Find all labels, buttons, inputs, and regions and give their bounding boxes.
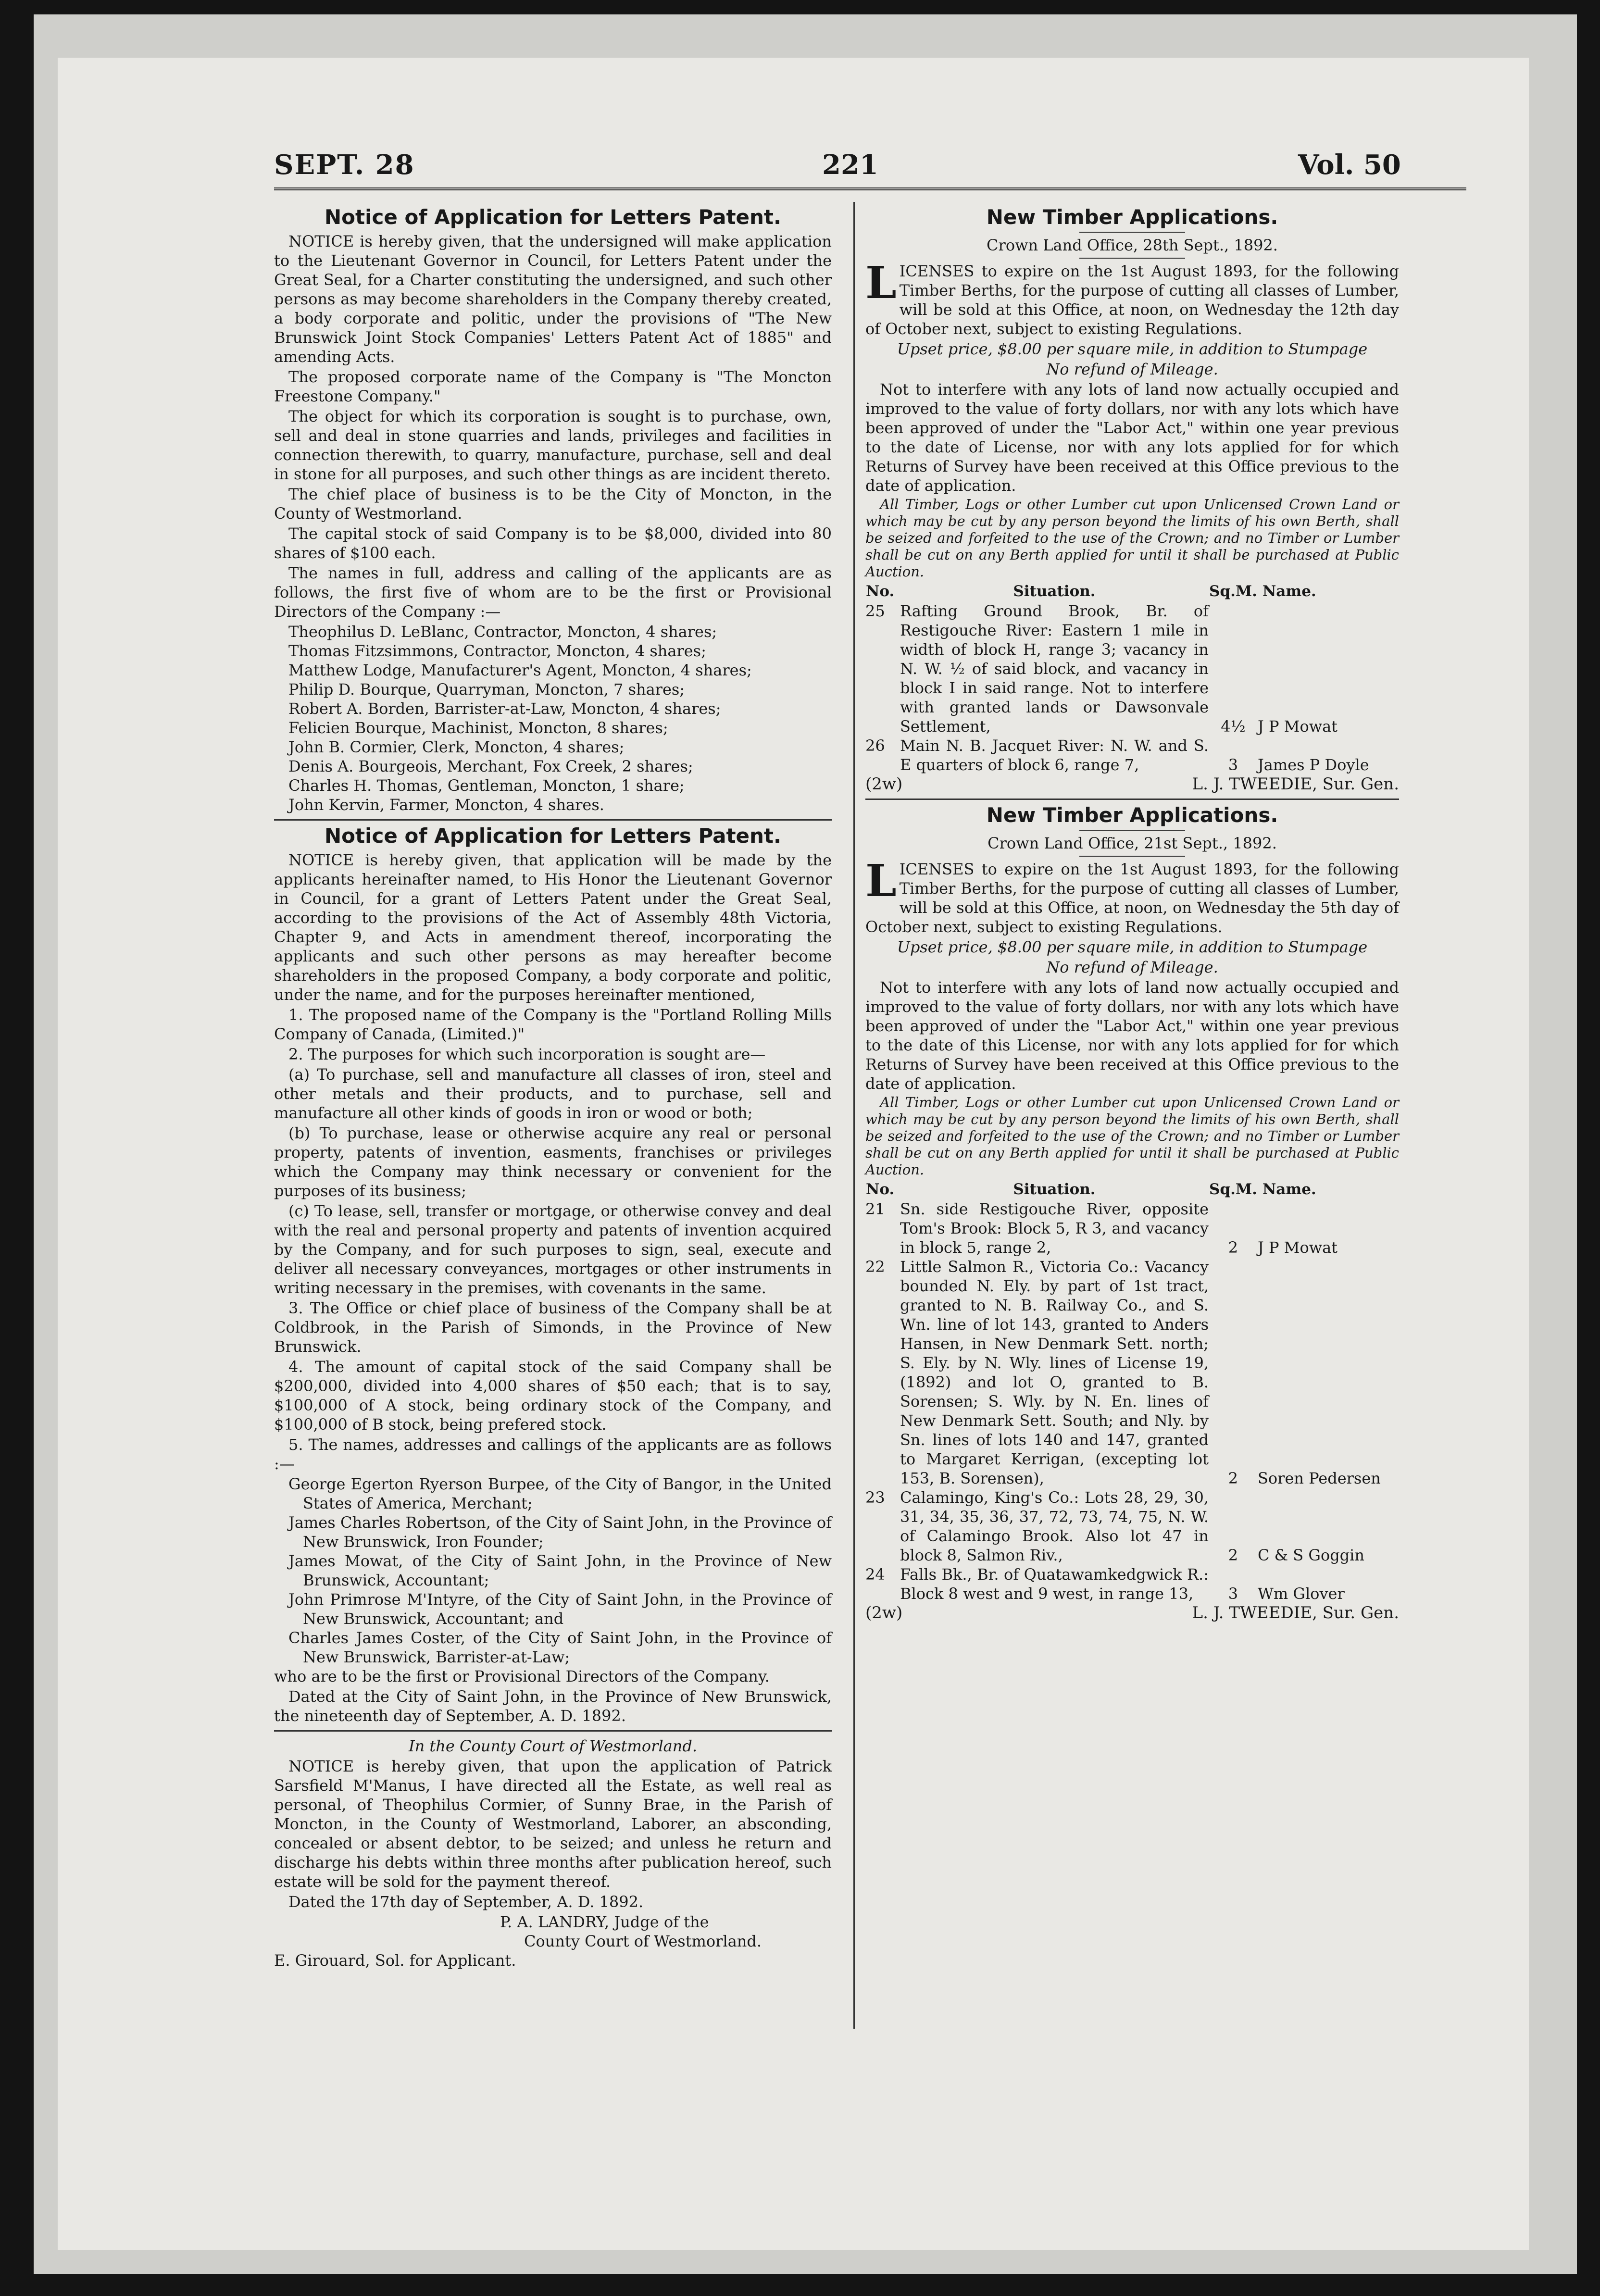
row-no: 24 xyxy=(865,1565,885,1584)
row-situation: Sn. side Restigouche River, opposite Tom's Brook: Block 5, R 3, and vacancy in block 5, range 2, xyxy=(900,1200,1209,1257)
timber-ad-1-table xyxy=(865,581,1399,774)
notice-2-paragraph: 2. The purposes for which such incorporation is sought are— xyxy=(288,1045,766,1063)
header-rule xyxy=(274,187,1466,190)
notice-2-paragraph: 5. The names, addresses and callings of the applicants are as follows :— xyxy=(274,1435,832,1473)
section-rule xyxy=(274,819,832,821)
timber-ad-1-price: Upset price, $8.00 per square mile, in addition to Stumpage xyxy=(897,340,1368,358)
header-page-number: 221 xyxy=(822,149,878,181)
table-row xyxy=(865,601,1399,736)
row-situation: Falls Bk., Br. of Quatawamkedgwick R.: Block 8 west and 9 west, in range 13, xyxy=(900,1565,1209,1603)
notice-2-paragraph: (c) To lease, sell, transfer or mortgage, or otherwise convey and deal with the real and personal property and patents of invention acquired by the Company, and for such purposes to sign, seal, execute and deliver all necessary conveyances, mortgages or other instruments in writing necessary in the premises, with covenants in the same. xyxy=(274,1202,832,1297)
timber-ad-1-office: Crown Land Office, 28th Sept., 1892. xyxy=(987,236,1278,254)
left-column xyxy=(274,202,832,1970)
row-sqm: 2 xyxy=(1228,1238,1238,1257)
row-situation: Calamingo, King's Co.: Lots 28, 29, 30, 31, 34, 35, 36, 37, 72, 73, 74, 75, N. W. of Calamingo Brook. Also lot 47 in block 8, Salmon Riv., xyxy=(900,1488,1209,1564)
notice-2-title: Notice of Application for Letters Patent. xyxy=(325,824,781,848)
timber-ad-1-warning: All Timber, Logs or other Lumber cut upon Unlicensed Crown Land or which may be cut by any person beyond the limits of his own Berth, shall be seized and forfeited to the use of the Crown; and no Timber or Lumber shall be cut on any Berth applied for until it shall be purchased at Public Auction. xyxy=(865,496,1399,580)
notice-2-applicant-list xyxy=(274,1474,832,1667)
timber-ad-2-table xyxy=(865,1179,1399,1603)
row-sqm: 4½ xyxy=(1221,717,1246,736)
timber-ad-2-warning: All Timber, Logs or other Lumber cut upon Unlicensed Crown Land or which may be cut by any person beyond the limits of his own Berth, shall be seized and forfeited to the use of the Crown; and no Timber or Lumber shall be cut on any Berth applied for until it shall be purchased at Public Auction. xyxy=(865,1094,1399,1178)
notice-2-paragraph: who are to be the first or Provisional Directors of the Company. xyxy=(274,1667,770,1685)
row-sqm: 2 xyxy=(1228,1469,1238,1487)
applicant-item: Denis A. Bourgeois, Merchant, Fox Creek, 2 shares; xyxy=(288,757,693,775)
row-no: 23 xyxy=(865,1488,885,1507)
section-rule xyxy=(274,1730,832,1732)
row-situation: Little Salmon R., Victoria Co.: Vacancy bounded N. Ely. by part of 1st tract, granted to N. B. Railway Co., and S. Wn. line of lot 143, granted to Anders Hansen, in New Denmark Sett. north; S. Ely. by N. Wly. lines of License 19, (1892) and lot O, granted to B. Sorensen; S. Wly. by N. En. lines of New Denmark Sett. South; and Nly. by Sn. lines of lots 140 and 147, granted to Margaret Kerrigan, (excepting lot 153, B. Sorensen), xyxy=(900,1258,1209,1487)
col-situation: Situation. xyxy=(1013,1181,1096,1198)
notice-1-paragraph: The chief place of business is to be the City of Moncton, in the County of Westmorland. xyxy=(274,485,832,523)
applicant-item: Charles James Coster, of the City of Saint John, in the Province of New Brunswick, Barrister-at-Law; xyxy=(288,1629,832,1666)
notice-1-paragraph: The object for which its corporation is sought is to purchase, own, sell and deal in stone quarries and lands, privileges and facilities in connection therewith, to quarry, manufacture, purchase, sell and deal in stone for all purposes, and such other things as are incident thereto. xyxy=(274,407,832,483)
applicant-item: Theophilus D. LeBlanc, Contractor, Moncton, 4 shares; xyxy=(288,623,717,641)
row-no: 26 xyxy=(865,736,885,755)
applicant-item: Philip D. Bourque, Quarryman, Moncton, 7 shares; xyxy=(288,680,685,699)
table-header xyxy=(865,1179,1399,1199)
applicant-item: John Kervin, Farmer, Moncton, 4 shares. xyxy=(288,796,604,814)
applicant-item: James Charles Robertson, of the City of Saint John, in the Province of New Brunswick, Iron Founder; xyxy=(288,1513,832,1551)
right-column xyxy=(865,202,1399,1622)
drop-cap: L xyxy=(865,257,897,309)
notice-3-solicitor: E. Girouard, Sol. for Applicant. xyxy=(274,1951,516,1970)
notice-2-paragraph: (a) To purchase, sell and manufacture all classes of iron, steel and other metals and their products, and to purchase, sell and manufacture all other kinds of goods in iron or wood or both; xyxy=(274,1065,832,1122)
timber-ad-2-office: Crown Land Office, 21st Sept., 1892. xyxy=(988,834,1277,852)
col-no: No. xyxy=(866,1181,895,1198)
table-row xyxy=(865,736,1399,774)
header-date: SEPT. 28 xyxy=(274,149,415,181)
applicant-item: Felicien Bourque, Machinist, Moncton, 8 shares; xyxy=(288,719,668,737)
notice-3-signature: P. A. LANDRY, Judge of the xyxy=(500,1913,709,1931)
notice-1-paragraph: The proposed corporate name of the Company is "The Moncton Freestone Company." xyxy=(274,368,832,405)
timber-ad-2-paragraph: Not to interfere with any lots of land now actually occupied and improved to the value of forty dollars, nor with any lots which have been approved of under the "Labor Act," within one year previous to the date of this License, nor with any lots applied for for which Returns of Survey have been received at this Office previous to the date of application. xyxy=(865,978,1399,1093)
col-sqm: Sq.M. xyxy=(1209,1181,1257,1198)
applicant-item: Charles H. Thomas, Gentleman, Moncton, 1 share; xyxy=(288,776,685,795)
applicant-item: Matthew Lodge, Manufacturer's Agent, Moncton, 4 shares; xyxy=(288,661,752,679)
table-row xyxy=(865,1257,1399,1488)
row-name: Wm Glover xyxy=(1257,1585,1345,1603)
notice-2-paragraph: (b) To purchase, lease or otherwise acquire any real or personal property, patents of invention, easments, franchises or privileges which the Company may think necessary or convenient for the purposes of its business; xyxy=(274,1124,832,1200)
notice-1-paragraph: The names in full, address and calling of the applicants are as follows, the first five of whom are to be the first or Provisional Directors of the Company :— xyxy=(274,564,832,621)
col-sqm: Sq.M. xyxy=(1209,583,1257,600)
section-rule xyxy=(865,799,1399,800)
notice-1-paragraph: The capital stock of said Company is to be $8,000, divided into 80 shares of $100 each. xyxy=(274,524,832,562)
notice-2-paragraph: 3. The Office or chief place of business of the Company shall be at Coldbrook, in the Parish of Simonds, in the Province of New Brunswick. xyxy=(274,1299,832,1356)
row-no: 21 xyxy=(865,1200,885,1218)
row-name: James P Doyle xyxy=(1257,756,1369,774)
timber-ad-2-signature-line xyxy=(865,1603,1399,1622)
notice-2-paragraph: NOTICE is hereby given, that application will be made by the applicants hereinafter named, to His Honor the Lieutenant Governor in Council, for a grant of Letters Patent under the Great Seal, according to the provisions of the Act of Assembly 48th Victoria, Chapter 9, and Acts in amendment thereof, incorporating the applicants and such other persons as may hereafter become shareholders in the proposed Company, a body corporate and politic, under the name, and for the purposes hereinafter mentioned, xyxy=(274,851,832,1004)
row-sqm: 3 xyxy=(1228,1585,1238,1603)
col-no: No. xyxy=(866,583,895,600)
timber-ad-1-signature-line xyxy=(865,774,1399,794)
notice-1-applicant-list xyxy=(274,622,832,814)
row-name: J P Mowat xyxy=(1257,717,1338,736)
applicant-item: John Primrose M'Intyre, of the City of Saint John, in the Province of New Brunswick, Accountant; and xyxy=(288,1590,832,1628)
notice-3-heading: In the County Court of Westmorland. xyxy=(408,1737,698,1755)
table-header xyxy=(865,581,1399,601)
row-sqm: 2 xyxy=(1228,1546,1238,1564)
timber-ad-1-paragraph: Not to interfere with any lots of land now actually occupied and improved to the value of forty dollars, nor with any lots which have been approved of under the "Labor Act," within one year previous to the date of License, nor with any lots applied for for which Returns of Survey have been received at this Office previous to the date of application. xyxy=(865,380,1399,495)
notice-3-paragraph: NOTICE is hereby given, that upon the application of Patrick Sarsfield M'Manus, I have directed all the Estate, as well real as personal, of Theophilus Cormier, of Sunny Brae, in the Parish of Moncton, in the County of Westmorland, Laborer, an absconding, concealed or absent debtor, to be seized; and unless he return and discharge his debts within three months after publication hereof, such estate will be sold for the payment thereof. xyxy=(274,1757,832,1891)
notice-3-dated: Dated the 17th day of September, A. D. 1892. xyxy=(288,1893,644,1911)
table-row xyxy=(865,1199,1399,1257)
column-divider xyxy=(853,202,855,2029)
row-situation: Rafting Ground Brook, Br. of Restigouche River: Eastern 1 mile in width of block H, range 3; vacancy in N. W. ½ of said block, and vacancy in block I in said range. Not to interfere with granted lands or Dawsonvale Settlement, xyxy=(900,602,1209,736)
row-sqm: 3 xyxy=(1228,756,1238,774)
row-name: Soren Pedersen xyxy=(1257,1469,1381,1487)
table-row xyxy=(865,1488,1399,1565)
col-situation: Situation. xyxy=(1013,583,1096,600)
applicant-item: Robert A. Borden, Barrister-at-Law, Moncton, 4 shares; xyxy=(288,699,721,718)
row-no: 22 xyxy=(865,1258,885,1276)
timber-ad-2-mileage: No refund of Mileage. xyxy=(1046,958,1218,976)
header-volume: Vol. 50 xyxy=(1298,149,1401,181)
timber-ad-2-paragraph: ICENSES to expire on the 1st August 1893, for the following Timber Berths, for the purpose of cutting all classes of Lumber, will be sold at this Office, at noon, on Wednesday the 5th day of October next, subject to existing Regulations. xyxy=(865,860,1399,936)
table-row xyxy=(865,1565,1399,1603)
timber-ad-1-paragraph: ICENSES to expire on the 1st August 1893, for the following Timber Berths, for the purpose of cutting all classes of Lumber, will be sold at this Office, at noon, on Wednesday the 12th day of October next, subject to existing Regulations. xyxy=(865,262,1399,338)
short-rule xyxy=(1079,232,1185,233)
notice-2-paragraph: 1. The proposed name of the Company is the "Portland Rolling Mills Company of Canada, (Limited.)" xyxy=(274,1006,832,1043)
short-rule xyxy=(1079,830,1185,831)
timber-ad-2-price: Upset price, $8.00 per square mile, in addition to Stumpage xyxy=(897,938,1368,956)
applicant-item: John B. Cormier, Clerk, Moncton, 4 shares; xyxy=(288,738,625,756)
drop-cap: L xyxy=(865,855,897,907)
row-situation: Main N. B. Jacquet River: N. W. and S. E quarters of block 6, range 7, xyxy=(900,736,1209,774)
notice-3-signature-title: County Court of Westmorland. xyxy=(524,1932,762,1950)
row-no: 25 xyxy=(865,602,885,620)
short-rule xyxy=(1079,856,1185,857)
notice-2-paragraph: 4. The amount of capital stock of the said Company shall be $200,000, divided into 4,000 shares of $50 each; that is to say, $100,000 of A stock, being ordinary stock of the Company, and $100,000 of B stock, being prefered stock. xyxy=(274,1358,832,1434)
row-name: C & S Goggin xyxy=(1257,1546,1365,1564)
col-name: Name. xyxy=(1262,1181,1316,1198)
notice-1-title: Notice of Application for Letters Patent. xyxy=(325,205,781,229)
timber-ad-1-mileage: No refund of Mileage. xyxy=(1046,360,1218,378)
surveyor-signature: L. J. TWEEDIE, Sur. Gen. xyxy=(1192,1603,1399,1622)
row-name: J P Mowat xyxy=(1257,1238,1338,1257)
issue-marker: (2w) xyxy=(865,1603,903,1622)
applicant-item: George Egerton Ryerson Burpee, of the City of Bangor, in the United States of America, Merchant; xyxy=(288,1475,832,1512)
short-rule xyxy=(1079,258,1185,259)
timber-ad-1-title: New Timber Applications. xyxy=(986,205,1278,229)
col-name: Name. xyxy=(1262,583,1316,600)
applicant-item: Thomas Fitzsimmons, Contractor, Moncton, 4 shares; xyxy=(288,642,706,660)
issue-marker: (2w) xyxy=(865,774,903,794)
notice-1-paragraph: NOTICE is hereby given, that the undersigned will make application to the Lieutenant Governor in Council, for Letters Patent under the Great Seal, for a Charter constituting the undersigned, and such other persons as may become shareholders in the Company thereby created, a body corporate and politic, under the provisions of "The New Brunswick Joint Stock Companies' Letters Patent Act of 1885" and amending Acts. xyxy=(274,232,832,366)
surveyor-signature: L. J. TWEEDIE, Sur. Gen. xyxy=(1192,774,1399,794)
page-header xyxy=(0,87,1600,181)
notice-2-dated: Dated at the City of Saint John, in the Province of New Brunswick, the nineteenth day of September, A. D. 1892. xyxy=(274,1687,832,1725)
timber-ad-2-title: New Timber Applications. xyxy=(986,803,1278,827)
applicant-item: James Mowat, of the City of Saint John, in the Province of New Brunswick, Accountant; xyxy=(288,1552,832,1589)
